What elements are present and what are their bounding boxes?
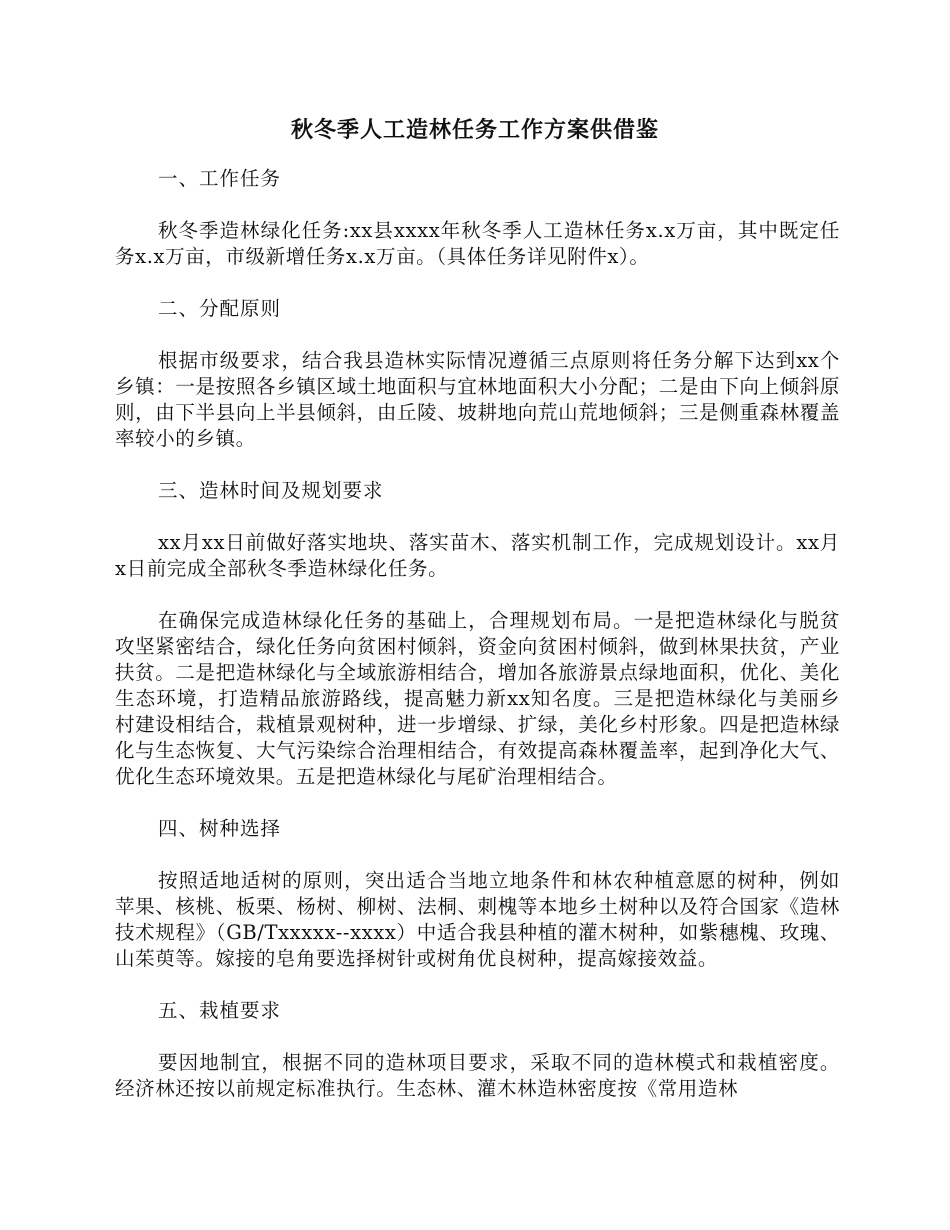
section-paragraph: 按照适地适树的原则，突出适合当地立地条件和林农种植意愿的树种，例如苹果、核桃、板栗、杨树、柳树、法桐、刺槐等本地乡土树种以及符合国家《造林技术规程》（GB/Txxxxx--xxxx）中适合我县种植的灌木树种，如紫穗槐、玫瑰、山茱萸等。嫁接的皂角要选择树针或树角优良树种，提高嫁接效益。 — [115, 869, 840, 970]
section-paragraph: xx月xx日前做好落实地块、落实苗木、落实机制工作，完成规划设计。xx月x日前完成全部秋冬季造林绿化任务。 — [115, 531, 840, 580]
section-paragraph: 根据市级要求，结合我县造林实际情况遵循三点原则将任务分解下达到xx个乡镇：一是按照各乡镇区域土地面积与宜林地面积大小分配；二是由下向上倾斜原则，由下半县向上半县倾斜，由丘陵、坡耕地向荒山荒地倾斜；三是侧重森林覆盖率较小的乡镇。 — [115, 349, 840, 450]
section-paragraph: 在确保完成造林绿化任务的基础上，合理规划布局。一是把造林绿化与脱贫攻坚紧密结合，绿化任务向贫困村倾斜，资金向贫困村倾斜，做到林果扶贫，产业扶贫。二是把造林绿化与全域旅游相结合，增加各旅游景点绿地面积，优化、美化生态环境，打造精品旅游路线，提高魅力新xx知名度。三是把造林绿化与美丽乡村建设相结合，栽植景观树种，进一步增绿、扩绿，美化乡村形象。四是把造林绿化与生态恢复、大气污染综合治理相结合，有效提高森林覆盖率，起到净化大气、优化生态环境效果。五是把造林绿化与尾矿治理相结合。 — [115, 609, 840, 788]
document-title: 秋冬季人工造林任务工作方案供借鉴 — [290, 117, 659, 143]
section-paragraph: 秋冬季造林绿化任务:xx县xxxx年秋冬季人工造林任务x.x万亩，其中既定任务x.x万亩，市级新增任务x.x万亩。（具体任务详见附件x）。 — [115, 219, 840, 268]
section-heading-tasks: 一、工作任务 — [158, 167, 282, 190]
document-body — [115, 166, 840, 1128]
section-heading-tree-species: 四、树种选择 — [158, 817, 282, 840]
section-heading-principles: 二、分配原则 — [158, 297, 282, 320]
section-heading-schedule: 三、造林时间及规划要求 — [158, 479, 384, 502]
section-paragraph: 要因地制宜，根据不同的造林项目要求，采取不同的造林模式和栽植密度。经济林还按以前规定标准执行。生态林、灌木林造林密度按《常用造林 — [115, 1051, 840, 1100]
section-heading-planting: 五、栽植要求 — [158, 999, 282, 1022]
